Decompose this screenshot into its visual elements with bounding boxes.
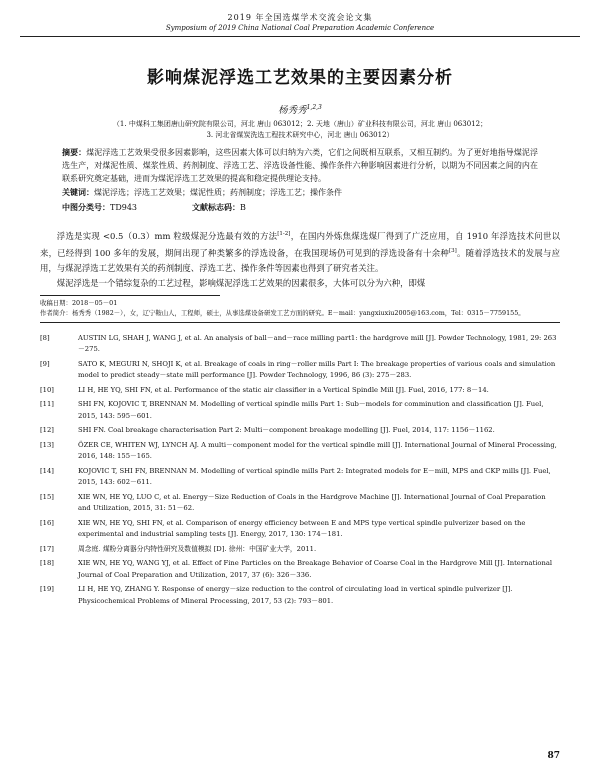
reference-text: XIE WN, HE YQ, WANG YJ, et al. Effect of Fine Particles on the Breakage Behavior of Coarse Coal in the Hardgrove Mill [J]. International Journal of Coal Preparation and Utilization, 2017, 37 (6): 326－336. (78, 559, 553, 579)
body-text-run: 。随着浮选技术的发展与应用，与煤泥浮选工艺效果有关的药剂制度、浮选工艺、操作条件等因素也得到了研究者关注。 (40, 247, 560, 273)
running-header (0, 0, 600, 37)
reference-item (40, 440, 560, 463)
reference-text: ÖZER CE, WHITEN WJ, LYNCH AJ. A multi－component model for the vertical spindle mill [J]. International Journal of Mineral Processing, 2016, 148: 155－165. (78, 440, 557, 461)
reference-text: 周念庭. 煤粉分离器分内特性研究及数值模拟 [D]. 徐州：中国矿业大学，2011. (78, 544, 317, 553)
keywords (62, 186, 538, 199)
body-text-run: 浮选是实现 <0.5（0.3）mm 粒级煤泥分选最有效的方法 (56, 230, 278, 241)
reference-item (40, 584, 560, 607)
clc-label: 中图分类号： (62, 202, 110, 212)
reference-number: [13] (40, 440, 54, 449)
body-text-run: ，在国内外炼焦煤选煤厂得到了广泛应用，自 1910 年浮选技术问世以来，已经得到 100 多年的发展，期间出现了种类繁多的浮选设备，在我国现场仍可见到的浮选设备有十余种 (40, 230, 560, 258)
reference-item (40, 544, 560, 556)
reference-text: XIE WN, HE YQ, SHI FN, et al. Comparison of energy efficiency between E and MPS type vertical spindle pulverizer based on the experimental and industrial sampling tests [J]. Energy, 2017, 130: 174－181. (78, 518, 526, 539)
reference-item (40, 518, 560, 541)
body-text (40, 227, 560, 291)
reference-item (40, 333, 560, 356)
doc-code-label: 文献标志码： (192, 202, 240, 212)
reference-text: SHI FN, KOJOVIC T, BRENNAN M. Modelling of vertical spindle mills Part 1: Sub－models for comminution and classification [J]. Fuel, 2015, 143: 595－601. (78, 400, 544, 420)
affiliation-line: （1. 中煤科工集团唐山研究院有限公司，河北 唐山 063012；2. 天地（唐山）矿业科技有限公司，河北 唐山 063012； (112, 120, 488, 128)
classification-line (62, 202, 538, 213)
reference-item (40, 425, 560, 437)
reference-number: [10] (40, 385, 54, 394)
header-rule (20, 36, 580, 37)
reference-text: LI H, HE YQ, ZHANG Y. Response of energy－size reduction to the control of circulating load in vertical spindle pulverizer [J]. Physicochemical Problems of Mineral Processing, 2017, 53 (2): 793－801. (78, 585, 513, 605)
reference-text: KOJOVIC T, SHI FN, BRENNAN M. Modelling of vertical spindle mills Part 2: Integrated models for E－mill, MPS and CKP mills [J]. Fuel, 2015, 143: 602－611. (78, 466, 551, 487)
reference-item (40, 385, 560, 397)
reference-number: [19] (40, 585, 54, 594)
section-rule (40, 322, 560, 323)
reference-item (40, 492, 560, 515)
reference-item (40, 399, 560, 422)
keywords-text: 煤泥浮选；浮选工艺效果；煤泥性质；药剂制度；浮选工艺；操作条件 (94, 188, 342, 197)
reference-number: [17] (40, 544, 54, 553)
reference-number: [11] (40, 400, 54, 409)
reference-list (40, 333, 560, 608)
header-english: Symposium of 2019 China National Coal Preparation Academic Conference (165, 24, 435, 32)
reference-text: AUSTIN LG, SHAH J, WANG J, et al. An analysis of ball－and－race milling part1: the hardgrove mill [J]. Powder Technology, 1981, 29: 263－275. (78, 333, 557, 354)
author-bio: 作者简介：杨秀秀（1982－），女，辽宁鞍山人，工程师，硕士，从事选煤设备研发工艺方面的研究。E－mail：yangxiuxiu2005@163.com，Tel：0315－7759155。 (40, 308, 525, 317)
clc-value: TD943 (110, 203, 138, 212)
reference-number: [12] (40, 426, 54, 435)
footnote (40, 298, 560, 318)
reference-number: [15] (40, 492, 54, 501)
reference-item (40, 466, 560, 489)
paper-title: 影响煤泥浮选工艺效果的主要因素分析 (147, 68, 453, 88)
reference-text: SHI FN. Coal breakage characterisation Part 2: Multi－component breakage modelling [J]. Fuel, 2014, 117: 1156－1162. (78, 426, 495, 435)
reference-number: [8] (40, 333, 50, 342)
reference-text: LI H, HE YQ, SHI FN, et al. Performance of the static air classifier in a Vertical Spindle Mill [J]. Fuel, 2016, 177: 8－14. (78, 385, 489, 394)
abstract-text: 煤泥浮选工艺效果受很多因素影响，这些因素大体可以归纳为六类，它们之间既相互联系，又相互制约。为了更好地指导煤泥浮选生产，对煤泥性质、煤浆性质、药剂制度、浮选工艺、浮选设备性能、操作条件六种影响因素进行分析，以期为不同因素之间的内在联系研究奠定基础，进而为煤泥浮选工艺效果的提高和稳定提供理论支持。 (62, 148, 539, 183)
reference-item (40, 558, 560, 581)
citation: [1-2] (277, 231, 291, 237)
body-paragraph: 煤泥浮选是一个错综复杂的工艺过程，影响煤泥浮选工艺效果的因素很多，大体可以分为六种，即煤 (56, 277, 426, 288)
doc-code-value: B (240, 203, 246, 212)
abstract (62, 146, 538, 185)
reference-text: SATO K, MEGURI N, SHOJI K, et al. Breakage of coals in ring－roller mills Part I: The breakage properties of various coals and simulation model to predict steady－state mill performance [J]. Powder Technology, 1996, 86 (3): 275－283. (78, 359, 556, 380)
page-number: 87 (547, 751, 560, 761)
citation: [3] (448, 247, 457, 254)
reference-number: [9] (40, 359, 50, 368)
footnote-rule (40, 295, 220, 296)
reference-number: [14] (40, 466, 54, 475)
reference-text: XIE WN, HE YQ, LUO C, et al. Energy－Size Reduction of Coals in the Hardgrove Machine [J]. International Journal of Coal Preparation and Utilization, 2015, 31: 51－62. (78, 492, 546, 513)
body-paragraph (40, 227, 560, 276)
received-date: 收稿日期：2018－05－01 (40, 298, 118, 307)
keywords-label: 关键词： (62, 187, 94, 197)
author-name: 杨秀秀 (278, 105, 307, 116)
reference-item (40, 359, 560, 382)
affiliation-line: 3. 河北省煤炭洗选工程技术研究中心，河北 唐山 063012） (206, 131, 394, 139)
author-line (0, 102, 600, 116)
header-chinese: 2019 年全国选煤学术交流会论文集 (227, 13, 373, 22)
affiliations (0, 119, 600, 141)
reference-number: [18] (40, 559, 54, 568)
abstract-label: 摘要： (62, 147, 87, 157)
author-affil-marks: 1,2,3 (306, 103, 322, 111)
reference-number: [16] (40, 518, 54, 527)
